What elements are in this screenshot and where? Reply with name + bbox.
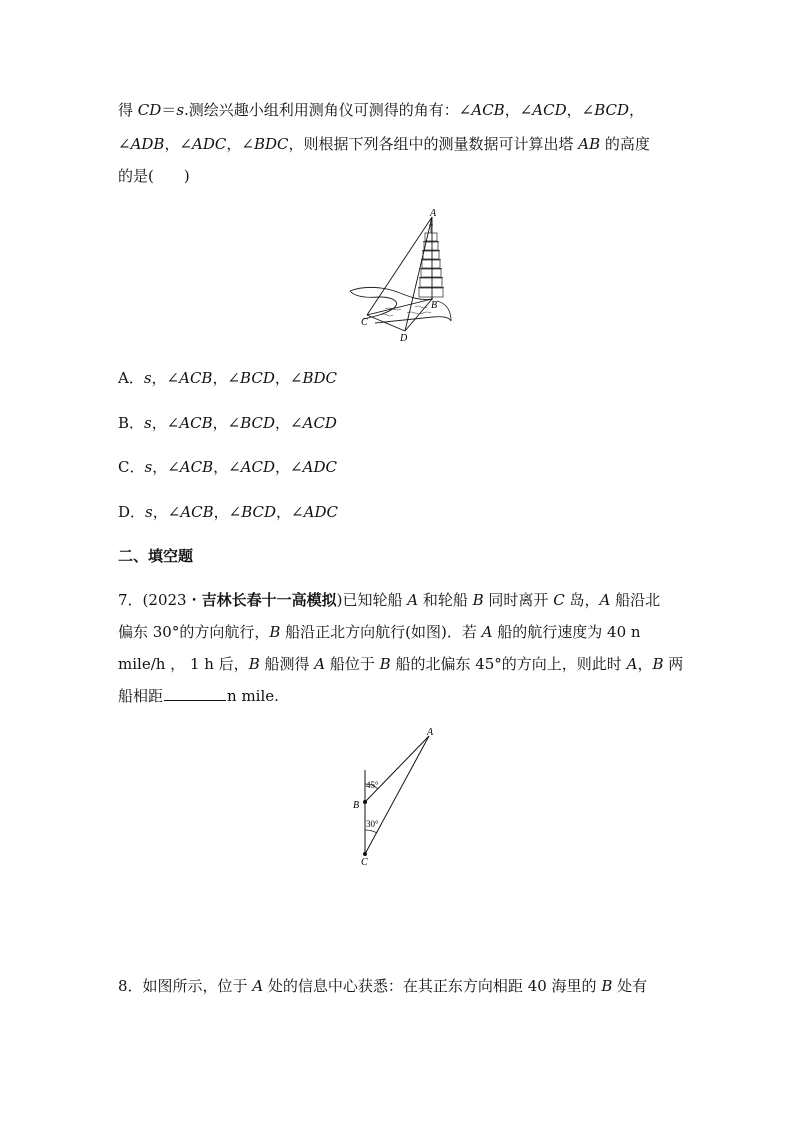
angle-30-arc [365, 830, 377, 833]
line-bc [367, 299, 432, 315]
q7-line-1: 7．(2023・吉林长春十一高模拟)已知轮船 A 和轮船 B 同时离开 C 岛，A 船沿北 [118, 591, 661, 609]
tower-figure [345, 205, 460, 345]
ships-figure [345, 722, 440, 870]
q6-line-1: 得 CD＝s.测绘兴趣小组利用测角仪可测得的角有：∠ACB，∠ACD，∠BCD， [118, 101, 645, 119]
label-30: 30° [366, 819, 379, 829]
label-a: A [427, 727, 434, 738]
q7-line-2: 偏东 30°的方向航行，B 船沿正北方向航行(如图)．若 A 船的航行速度为 40 n [118, 623, 641, 641]
label-b: B [431, 300, 438, 311]
line-ca [365, 736, 429, 854]
option-d[interactable]: D．s，∠ACB，∠BCD，∠ADC [118, 503, 338, 521]
option-a[interactable]: A．s，∠ACB，∠BCD，∠BDC [118, 369, 337, 387]
label-45: 45° [366, 780, 379, 790]
section-title: 二、填空题 [118, 547, 194, 565]
label-c: C [361, 317, 368, 328]
q6-line-3: 的是( ) [118, 167, 190, 185]
q8-line-1: 8．如图所示，位于 A 处的信息中心获悉：在其正东方向相距 40 海里的 B 处有 [118, 977, 648, 995]
label-c: C [361, 857, 368, 868]
label-a: A [430, 208, 437, 219]
point-c [363, 852, 367, 856]
option-b[interactable]: B．s，∠ACB，∠BCD，∠ACD [118, 414, 337, 432]
q7-line-4: 船相距 n mile. [118, 687, 279, 705]
river-upper-bank [350, 287, 433, 299]
point-b [363, 800, 367, 804]
answer-blank[interactable] [164, 686, 226, 701]
line-cd [367, 315, 405, 331]
line-ba [365, 736, 429, 802]
q7-line-3: mile/h ， 1 h 后，B 船测得 A 船位于 B 船的北偏东 45°的方向上，则此时 A，B 两 [118, 655, 684, 673]
option-c[interactable]: C．s，∠ACB，∠ACD，∠ADC [118, 458, 337, 476]
label-d: D [400, 333, 408, 344]
q6-line-2: ∠ADB，∠ADC，∠BDC，则根据下列各组中的测量数据可计算出塔 AB 的高度 [118, 135, 650, 153]
label-b: B [353, 800, 360, 811]
